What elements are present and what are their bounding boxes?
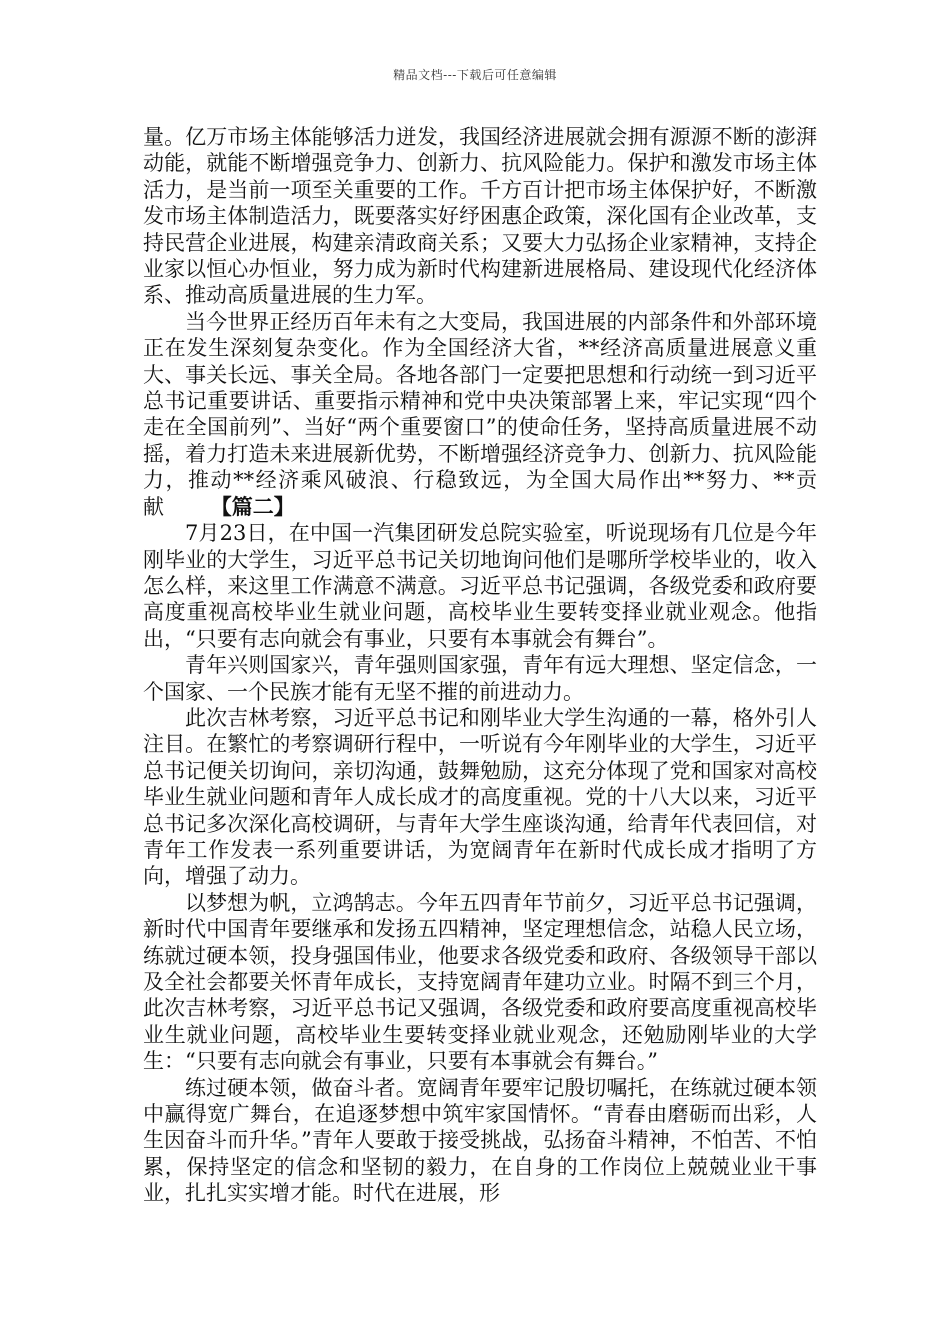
paragraph: 量。亿万市场主体能够活力迸发，我国经济进展就会拥有源源不断的澎湃动能，就能不断增强竞争力、创新力、抗风险能力。保护和激发市场主体活力，是当前一项至关重要的工作。千方百计把市场主体保护好，不断激发市场主体制造活力，既要落实好纾困惠企政策，深化国有企业改革，支持民营企业进展，构建亲清政商关系；又要大力弘扬企业家精神，支持企业家以恒心办恒业，努力成为新时代构建新进展格局、建设现代化经济体系、推动高质量进展的生力军。 (143, 125, 817, 308)
paragraph-text: 当今世界正经历百年未有之大变局，我国进展的内部条件和外部环境正在发生深刻复杂变化。作为全国经济大省，**经济高质量进展意义重大、事关长远、事关全局。各地各部门一定要把思想和行动统一到习近平总书记重要讲话、重要指示精神和党中央决策部署上来，牢记实现“四个走在全国前列”、当好“两个重要窗口”的使命任务，坚持高质量进展不动摇，着力打造未来进展新优势，不断增强经济竞争力、创新力、抗风险能力，推动**经济乘风破浪、行稳致远，为全国大局作出**努力、**贡献 (143, 309, 817, 519)
paragraph: 以梦想为帆，立鸿鹄志。今年五四青年节前夕，习近平总书记强调，新时代中国青年要继承和发扬五四精神，坚定理想信念，站稳人民立场，练就过硬本领，投身强国伟业，他要求各级党委和政府、各级领导干部以及全社会都要关怀青年成长，支持宽阔青年建功立业。时隔不到三个月，此次吉林考察，习近平总书记又强调，各级党委和政府要高度重视高校毕业生就业问题，高校毕业生要转变择业就业观念，还勉励刚毕业的大学生：“只要有志向就会有事业，只要有本事就会有舞台。” (143, 890, 817, 1074)
paragraph: 练过硬本领，做奋斗者。宽阔青年要牢记殷切嘱托，在练就过硬本领中赢得宽广舞台，在追逐梦想中筑牢家国情怀。“青春由磨砺而出彩，人生因奋斗而升华。”青年人要敢于接受挑战，弘扬奋斗精神，不怕苦、不怕累，保持坚定的信念和坚韧的毅力，在自身的工作岗位上兢兢业业干事业，扎扎实实增才能。时代在进展，形 (143, 1075, 817, 1206)
paragraph (143, 309, 817, 520)
spacer (164, 495, 211, 519)
document-body (143, 124, 817, 1207)
paragraph: 青年兴则国家兴，青年强则国家强，青年有远大理想、坚定信念，一个国家、一个民族才能有无坚不摧的前进动力。 (143, 653, 817, 704)
page-header: 精品文档---下载后可任意编辑 (393, 68, 557, 82)
paragraph: 7月23日，在中国一汽集团研发总院实验室，听说现场有几位是今年刚毕业的大学生，习近平总书记关切地询问他们是哪所学校毕业的，收入怎么样，来这里工作满意不满意。习近平总书记强调，各级党委和政府要高度重视高校毕业生就业问题，高校毕业生要转变择业就业观念。他指出，“只要有志向就会有事业，只要有本事就会有舞台”。 (143, 521, 817, 651)
paragraph: 此次吉林考察，习近平总书记和刚毕业大学生沟通的一幕，格外引人注目。在繁忙的考察调研行程中，一听说有今年刚毕业的大学生，习近平总书记便关切询问，亲切沟通，鼓舞勉励，这充分体现了党和国家对高校毕业生就业问题和青年人成长成才的高度重视。党的十八大以来，习近平总书记多次深化高校调研，与青年大学生座谈沟通，给青年代表回信，对青年工作发表一系列重要讲话，为宽阔青年在新时代成长成才指明了方向，增强了动力。 (143, 705, 817, 889)
section-marker: 【篇二】 (210, 493, 295, 519)
